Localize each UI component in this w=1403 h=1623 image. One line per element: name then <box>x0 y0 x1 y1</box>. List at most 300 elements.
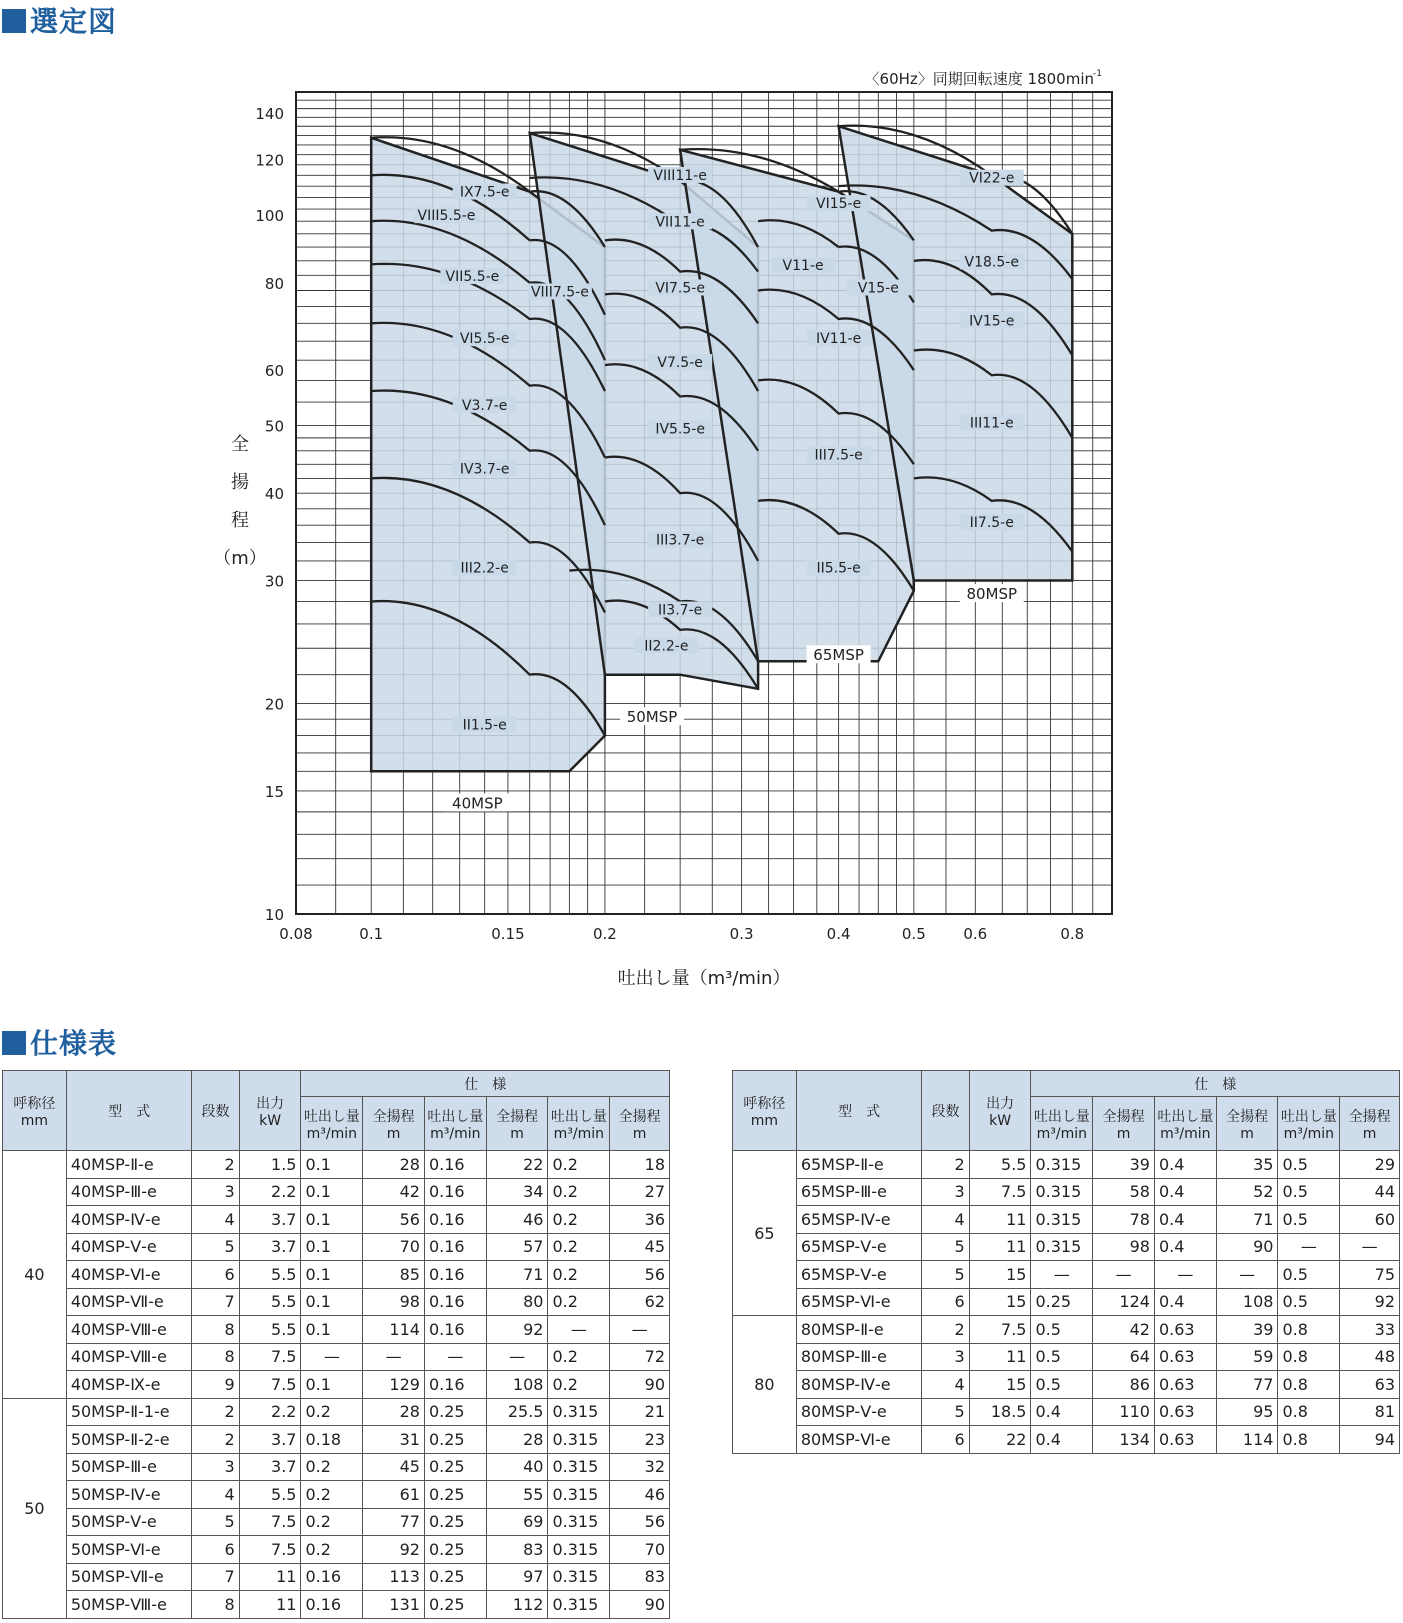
head-cell: 78 <box>1093 1206 1155 1234</box>
head-header: 全揚程 m <box>1340 1097 1400 1151</box>
flow-cell: 0.18 <box>301 1426 363 1454</box>
head-cell: — <box>363 1343 425 1371</box>
x-tick-label: 0.4 <box>826 925 851 943</box>
flow-cell: — <box>424 1343 486 1371</box>
head-cell: 129 <box>363 1371 425 1399</box>
curve-label-II1.5-e: II1.5-e <box>462 717 507 734</box>
head-cell: 34 <box>486 1178 548 1206</box>
stages-cell: 2 <box>922 1151 969 1179</box>
flow-cell: 0.4 <box>1031 1426 1093 1454</box>
power-cell: 3.7 <box>239 1426 301 1454</box>
spec-section-title: 仕様表 <box>2 1022 117 1062</box>
stages-cell: 8 <box>192 1316 239 1344</box>
head-cell: 92 <box>1340 1288 1400 1316</box>
head-cell: 71 <box>1216 1206 1278 1234</box>
model-cell: 65MSP-Ⅱ-e <box>796 1151 922 1179</box>
x-tick-label: 0.15 <box>491 925 525 943</box>
selection-chart <box>0 50 1403 1010</box>
curve-label-IV15-e: IV15-e <box>969 313 1015 330</box>
head-cell: 113 <box>363 1563 425 1591</box>
model-header: 型 式 <box>796 1071 922 1151</box>
head-cell: 28 <box>486 1426 548 1454</box>
curve-label-IV5.5-e: IV5.5-e <box>655 421 705 438</box>
model-cell: 65MSP-Ⅳ-e <box>796 1206 922 1234</box>
flow-cell: 0.4 <box>1154 1206 1216 1234</box>
head-cell: 42 <box>1093 1316 1155 1344</box>
stages-cell: 4 <box>922 1371 969 1399</box>
head-cell: 27 <box>610 1178 670 1206</box>
curve-label-VI15-e: VI15-e <box>816 196 862 213</box>
head-cell: 39 <box>1216 1316 1278 1344</box>
head-cell: 83 <box>486 1536 548 1564</box>
head-cell: 71 <box>486 1261 548 1289</box>
head-cell: 114 <box>1216 1426 1278 1454</box>
model-cell: 40MSP-Ⅵ-e <box>66 1261 192 1289</box>
head-cell: 56 <box>610 1508 670 1536</box>
y-tick-label: 60 <box>264 362 284 381</box>
flow-cell: 0.5 <box>1278 1206 1340 1234</box>
table-row <box>3 1316 670 1344</box>
head-cell: 32 <box>610 1453 670 1481</box>
flow-cell: 0.4 <box>1031 1398 1093 1426</box>
y-axis-label-char: 程 <box>231 510 249 531</box>
square-bullet-icon <box>2 9 26 33</box>
flow-cell: 0.25 <box>424 1481 486 1509</box>
head-cell: 55 <box>486 1481 548 1509</box>
flow-cell: 0.2 <box>548 1261 610 1289</box>
flow-cell: 0.4 <box>1154 1151 1216 1179</box>
model-cell: 50MSP-Ⅵ-e <box>66 1536 192 1564</box>
curve-label-VIII11-e: VIII11-e <box>653 167 707 184</box>
flow-cell: 0.2 <box>548 1206 610 1234</box>
stages-cell: 3 <box>922 1178 969 1206</box>
head-cell: 131 <box>363 1591 425 1619</box>
head-cell: 22 <box>486 1151 548 1179</box>
power-cell: 2.2 <box>239 1178 301 1206</box>
flow-cell: — <box>548 1316 610 1344</box>
head-cell: — <box>486 1343 548 1371</box>
y-axis-label-char: 全 <box>231 434 249 455</box>
flow-cell: 0.2 <box>548 1151 610 1179</box>
power-cell: 5.5 <box>239 1316 301 1344</box>
flow-cell: 0.25 <box>424 1591 486 1619</box>
head-cell: 86 <box>1093 1371 1155 1399</box>
model-cell: 65MSP-Ⅲ-e <box>796 1178 922 1206</box>
curve-label-VII11-e: VII11-e <box>655 214 705 231</box>
flow-cell: 0.5 <box>1278 1288 1340 1316</box>
table-row <box>3 1453 670 1481</box>
model-cell: 50MSP-Ⅲ-e <box>66 1453 192 1481</box>
power-cell: 15 <box>969 1261 1031 1289</box>
model-cell: 80MSP-Ⅵ-e <box>796 1426 922 1454</box>
spec-table-left <box>2 1070 670 1619</box>
table-row <box>733 1371 1400 1399</box>
head-cell: 46 <box>610 1481 670 1509</box>
head-cell: 108 <box>486 1371 548 1399</box>
y-tick-label: 30 <box>264 572 284 591</box>
power-cell: 5.5 <box>969 1151 1031 1179</box>
flow-cell: 0.16 <box>424 1233 486 1261</box>
region-label-50MSP: 50MSP <box>626 708 678 727</box>
stages-cell: 7 <box>192 1288 239 1316</box>
curve-label-VI5.5-e: VI5.5-e <box>459 331 510 348</box>
y-tick-label: 140 <box>255 104 284 123</box>
dia-cell: 40 <box>3 1151 67 1399</box>
y-tick-label: 50 <box>264 417 284 436</box>
head-cell: 81 <box>1340 1398 1400 1426</box>
power-cell: 5.5 <box>239 1288 301 1316</box>
region-label-80MSP: 80MSP <box>966 585 1018 604</box>
head-cell: 90 <box>610 1371 670 1399</box>
power-cell: 3.7 <box>239 1453 301 1481</box>
flow-cell: — <box>1031 1261 1093 1289</box>
flow-cell: 0.8 <box>1278 1398 1340 1426</box>
y-tick-label: 15 <box>264 782 284 801</box>
flow-cell: 0.63 <box>1154 1371 1216 1399</box>
stages-cell: 5 <box>922 1398 969 1426</box>
y-tick-label: 20 <box>264 695 284 714</box>
x-tick-label: 0.5 <box>901 925 926 943</box>
chart-section-title: 選定図 <box>2 0 117 40</box>
table-row <box>3 1261 670 1289</box>
flow-cell: 0.5 <box>1031 1316 1093 1344</box>
head-cell: 28 <box>363 1151 425 1179</box>
flow-cell: 0.1 <box>301 1316 363 1344</box>
table-row <box>733 1398 1400 1426</box>
flow-cell: 0.16 <box>424 1288 486 1316</box>
power-cell: 7.5 <box>239 1508 301 1536</box>
head-cell: 134 <box>1093 1426 1155 1454</box>
table-row <box>3 1536 670 1564</box>
flow-cell: 0.8 <box>1278 1343 1340 1371</box>
head-cell: 80 <box>486 1288 548 1316</box>
curve-label-II7.5-e: II7.5-e <box>969 515 1014 532</box>
table-row <box>3 1426 670 1454</box>
table-row <box>733 1233 1400 1261</box>
flow-cell: 0.1 <box>301 1233 363 1261</box>
dia-cell: 50 <box>3 1398 67 1618</box>
chart-note-sup: -1 <box>1093 69 1102 79</box>
square-bullet-icon <box>2 1031 26 1055</box>
flow-cell: 0.2 <box>548 1371 610 1399</box>
head-cell: 18 <box>610 1151 670 1179</box>
head-cell: 61 <box>363 1481 425 1509</box>
flow-cell: 0.8 <box>1278 1426 1340 1454</box>
head-cell: 108 <box>1216 1288 1278 1316</box>
dia-header: 呼称径 mm <box>3 1071 67 1151</box>
flow-cell: 0.315 <box>548 1453 610 1481</box>
flow-cell: 0.16 <box>424 1206 486 1234</box>
stages-cell: 5 <box>922 1261 969 1289</box>
table-row <box>733 1426 1400 1454</box>
stages-cell: 5 <box>922 1233 969 1261</box>
stages-cell: 9 <box>192 1371 239 1399</box>
spec-header: 仕 様 <box>1031 1071 1400 1097</box>
region-label-40MSP: 40MSP <box>452 794 503 813</box>
head-cell: — <box>1340 1233 1400 1261</box>
head-cell: 40 <box>486 1453 548 1481</box>
model-cell: 50MSP-Ⅳ-e <box>66 1481 192 1509</box>
flow-cell: 0.25 <box>1031 1288 1093 1316</box>
flow-cell: 0.5 <box>1031 1343 1093 1371</box>
stages-cell: 2 <box>922 1316 969 1344</box>
model-cell: 80MSP-Ⅴ-e <box>796 1398 922 1426</box>
y-tick-label: 120 <box>255 151 284 170</box>
power-cell: 11 <box>969 1206 1031 1234</box>
power-cell: 2.2 <box>239 1398 301 1426</box>
table-row <box>3 1398 670 1426</box>
head-header: 全揚程 m <box>363 1097 425 1151</box>
table-row <box>733 1316 1400 1344</box>
power-cell: 3.7 <box>239 1233 301 1261</box>
head-cell: 70 <box>610 1536 670 1564</box>
model-cell: 65MSP-Ⅴ-e <box>796 1233 922 1261</box>
flow-cell: 0.2 <box>301 1508 363 1536</box>
head-cell: 63 <box>1340 1371 1400 1399</box>
curve-label-V11-e: V11-e <box>782 257 824 274</box>
model-cell: 40MSP-Ⅱ-e <box>66 1151 192 1179</box>
stages-cell: 6 <box>192 1536 239 1564</box>
stages-cell: 6 <box>192 1261 239 1289</box>
head-cell: 56 <box>610 1261 670 1289</box>
flow-cell: 0.315 <box>548 1536 610 1564</box>
head-header: 全揚程 m <box>610 1097 670 1151</box>
flow-cell: 0.25 <box>424 1508 486 1536</box>
head-cell: 31 <box>363 1426 425 1454</box>
head-cell: 46 <box>486 1206 548 1234</box>
head-cell: 48 <box>1340 1343 1400 1371</box>
head-cell: 45 <box>363 1453 425 1481</box>
head-cell: 29 <box>1340 1151 1400 1179</box>
stages-cell: 3 <box>192 1453 239 1481</box>
stages-cell: 2 <box>192 1398 239 1426</box>
curve-label-IV11-e: IV11-e <box>816 331 862 348</box>
power-cell: 7.5 <box>969 1316 1031 1344</box>
power-cell: 15 <box>969 1288 1031 1316</box>
head-cell: 62 <box>610 1288 670 1316</box>
model-cell: 80MSP-Ⅳ-e <box>796 1371 922 1399</box>
flow-cell: 0.25 <box>424 1453 486 1481</box>
head-cell: 36 <box>610 1206 670 1234</box>
table-row <box>733 1178 1400 1206</box>
model-cell: 50MSP-Ⅷ-e <box>66 1591 192 1619</box>
model-cell: 50MSP-Ⅱ-2-e <box>66 1426 192 1454</box>
head-cell: 60 <box>1340 1206 1400 1234</box>
flow-cell: 0.4 <box>1154 1233 1216 1261</box>
stages-cell: 4 <box>192 1206 239 1234</box>
flow-cell: 0.315 <box>1031 1233 1093 1261</box>
flow-cell: 0.315 <box>548 1591 610 1619</box>
head-cell: 112 <box>486 1591 548 1619</box>
flow-cell: 0.25 <box>424 1563 486 1591</box>
stages-cell: 6 <box>922 1288 969 1316</box>
flow-cell: 0.315 <box>548 1481 610 1509</box>
table-row <box>3 1343 670 1371</box>
flow-cell: 0.4 <box>1154 1288 1216 1316</box>
head-cell: 45 <box>610 1233 670 1261</box>
curve-label-VIII5.5-e: VIII5.5-e <box>417 208 476 225</box>
curve-label-IV3.7-e: IV3.7-e <box>459 461 510 478</box>
stages-cell: 7 <box>192 1563 239 1591</box>
flow-cell: 0.2 <box>301 1481 363 1509</box>
head-cell: — <box>1216 1261 1278 1289</box>
power-cell: 7.5 <box>239 1343 301 1371</box>
flow-cell: 0.16 <box>301 1591 363 1619</box>
table-row <box>3 1178 670 1206</box>
curve-label-V15-e: V15-e <box>857 280 899 297</box>
head-cell: 39 <box>1093 1151 1155 1179</box>
y-tick-label: 40 <box>264 485 284 504</box>
head-cell: 23 <box>610 1426 670 1454</box>
power-cell: 5.5 <box>239 1261 301 1289</box>
stages-cell: 5 <box>192 1233 239 1261</box>
flow-cell: 0.315 <box>548 1563 610 1591</box>
power-cell: 7.5 <box>969 1178 1031 1206</box>
flow-cell: 0.2 <box>301 1398 363 1426</box>
curve-label-III11-e: III11-e <box>969 415 1014 432</box>
head-header: 全揚程 m <box>486 1097 548 1151</box>
spec-header: 仕 様 <box>301 1071 670 1097</box>
head-cell: 52 <box>1216 1178 1278 1206</box>
power-header: 出力 kW <box>239 1071 301 1151</box>
y-tick-label: 10 <box>264 906 284 924</box>
curve-label-V18.5-e: V18.5-e <box>964 254 1019 271</box>
flow-cell: 0.63 <box>1154 1426 1216 1454</box>
model-cell: 40MSP-Ⅸ-e <box>66 1371 192 1399</box>
table-row <box>733 1288 1400 1316</box>
flow-cell: — <box>301 1343 363 1371</box>
y-tick-label: 100 <box>255 207 284 226</box>
flow-cell: 0.2 <box>548 1343 610 1371</box>
head-cell: 90 <box>610 1591 670 1619</box>
curve-label-III7.5-e: III7.5-e <box>814 447 863 464</box>
flow-header: 吐出し量 m³/min <box>1154 1097 1216 1151</box>
head-cell: 35 <box>1216 1151 1278 1179</box>
table-row <box>3 1591 670 1619</box>
flow-cell: 0.4 <box>1154 1178 1216 1206</box>
head-header: 全揚程 m <box>1216 1097 1278 1151</box>
region-label-65MSP: 65MSP <box>813 646 864 665</box>
stages-cell: 4 <box>192 1481 239 1509</box>
model-cell: 65MSP-Ⅵ-e <box>796 1288 922 1316</box>
y-axis-label-char: （m） <box>213 548 267 569</box>
power-cell: 5.5 <box>239 1481 301 1509</box>
flow-header: 吐出し量 m³/min <box>1278 1097 1340 1151</box>
flow-cell: 0.25 <box>424 1398 486 1426</box>
flow-cell: 0.1 <box>301 1288 363 1316</box>
flow-cell: 0.16 <box>424 1316 486 1344</box>
flow-cell: — <box>1154 1261 1216 1289</box>
curve-label-VIII7.5-e: VIII7.5-e <box>530 284 589 301</box>
dia-header: 呼称径 mm <box>733 1071 797 1151</box>
table-row <box>3 1371 670 1399</box>
chart-note: 〈60Hz〉同期回転速度 1800min <box>864 70 1094 88</box>
flow-header: 吐出し量 m³/min <box>424 1097 486 1151</box>
chart-svg <box>0 50 1403 1010</box>
flow-cell: 0.8 <box>1278 1316 1340 1344</box>
flow-cell: 0.315 <box>548 1398 610 1426</box>
power-header: 出力 kW <box>969 1071 1031 1151</box>
flow-cell: 0.2 <box>301 1536 363 1564</box>
flow-cell: 0.5 <box>1031 1371 1093 1399</box>
power-cell: 22 <box>969 1426 1031 1454</box>
flow-cell: 0.25 <box>424 1536 486 1564</box>
stages-header: 段数 <box>922 1071 969 1151</box>
curve-label-III2.2-e: III2.2-e <box>460 560 509 577</box>
flow-cell: 0.1 <box>301 1178 363 1206</box>
stages-cell: 8 <box>192 1343 239 1371</box>
flow-cell: 0.1 <box>301 1206 363 1234</box>
curve-label-II2.2-e: II2.2-e <box>644 638 689 655</box>
stages-cell: 4 <box>922 1206 969 1234</box>
head-cell: 25.5 <box>486 1398 548 1426</box>
table-row <box>3 1563 670 1591</box>
head-cell: 97 <box>486 1563 548 1591</box>
stages-cell: 2 <box>192 1151 239 1179</box>
model-header: 型 式 <box>66 1071 192 1151</box>
flow-cell: 0.5 <box>1278 1261 1340 1289</box>
head-cell: 75 <box>1340 1261 1400 1289</box>
spec-table-right <box>732 1070 1400 1454</box>
stages-header: 段数 <box>192 1071 239 1151</box>
flow-cell: 0.1 <box>301 1151 363 1179</box>
table-row <box>733 1151 1400 1179</box>
flow-cell: 0.5 <box>1278 1178 1340 1206</box>
head-cell: — <box>610 1316 670 1344</box>
table-row <box>3 1151 670 1179</box>
model-cell: 50MSP-Ⅶ-e <box>66 1563 192 1591</box>
head-cell: 56 <box>363 1206 425 1234</box>
curve-label-II3.7-e: II3.7-e <box>658 602 703 619</box>
power-cell: 1.5 <box>239 1151 301 1179</box>
flow-cell: 0.63 <box>1154 1398 1216 1426</box>
x-tick-label: 0.08 <box>279 925 313 943</box>
power-cell: 11 <box>969 1343 1031 1371</box>
head-cell: 57 <box>486 1233 548 1261</box>
table-row <box>3 1288 670 1316</box>
y-axis-label-char: 揚 <box>231 472 249 493</box>
flow-cell: 0.63 <box>1154 1316 1216 1344</box>
table-row <box>3 1233 670 1261</box>
head-cell: 64 <box>1093 1343 1155 1371</box>
flow-cell: 0.1 <box>301 1371 363 1399</box>
power-cell: 11 <box>969 1233 1031 1261</box>
head-cell: 59 <box>1216 1343 1278 1371</box>
flow-cell: 0.2 <box>301 1453 363 1481</box>
flow-cell: 0.315 <box>1031 1206 1093 1234</box>
flow-cell: 0.2 <box>548 1233 610 1261</box>
flow-header: 吐出し量 m³/min <box>548 1097 610 1151</box>
flow-cell: 0.25 <box>424 1426 486 1454</box>
power-cell: 3.7 <box>239 1206 301 1234</box>
dia-cell: 65 <box>733 1151 797 1316</box>
head-cell: — <box>1093 1261 1155 1289</box>
model-cell: 40MSP-Ⅳ-e <box>66 1206 192 1234</box>
head-cell: 21 <box>610 1398 670 1426</box>
head-cell: 85 <box>363 1261 425 1289</box>
head-cell: 92 <box>363 1536 425 1564</box>
head-cell: 83 <box>610 1563 670 1591</box>
model-cell: 80MSP-Ⅱ-e <box>796 1316 922 1344</box>
power-cell: 11 <box>239 1591 301 1619</box>
head-cell: 94 <box>1340 1426 1400 1454</box>
x-tick-label: 0.6 <box>963 925 988 943</box>
head-cell: 95 <box>1216 1398 1278 1426</box>
x-tick-label: 0.2 <box>592 925 617 943</box>
flow-cell: — <box>1278 1233 1340 1261</box>
model-cell: 40MSP-Ⅶ-e <box>66 1288 192 1316</box>
head-header: 全揚程 m <box>1093 1097 1155 1151</box>
